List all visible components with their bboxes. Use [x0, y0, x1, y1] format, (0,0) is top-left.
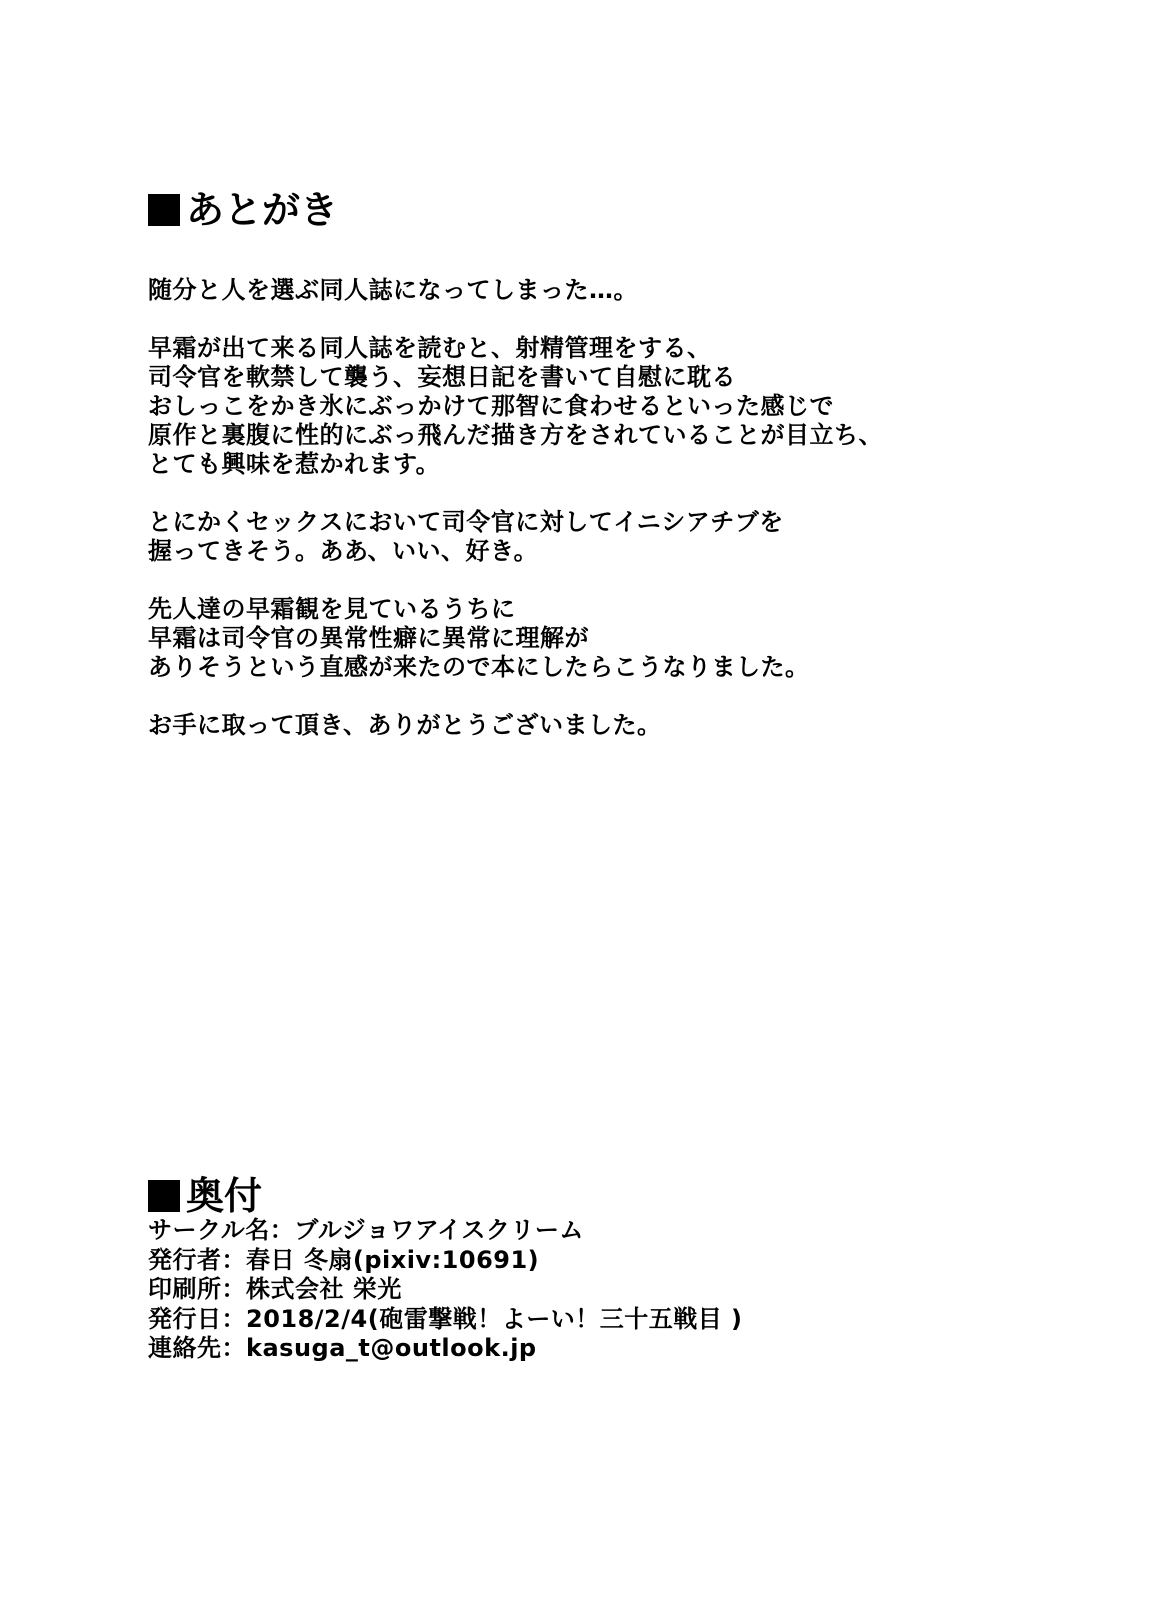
afterword-line: 随分と人を選ぶ同人誌になってしまった…。 — [148, 276, 638, 304]
afterword-line: 早霜は司令官の異常性癖に異常に理解が — [148, 624, 589, 652]
colophon-circle-name: サークル名：ブルジョワアイスクリーム — [148, 1216, 584, 1244]
afterword-paragraph — [148, 711, 1048, 740]
afterword-line: 原作と裏腹に性的にぶっ飛んだ描き方をされていることが目立ち、 — [148, 421, 883, 449]
afterword-line: 握ってきそう。ああ、いい、好き。 — [148, 537, 539, 565]
colophon-heading-text: 奥付 — [186, 1174, 263, 1218]
black-square-icon — [148, 1180, 180, 1212]
afterword-line: 司令官を軟禁して襲う、妄想日記を書いて自慰に耽る — [148, 363, 736, 391]
afterword-line: 早霜が出て来る同人誌を読むと、射精管理をする、 — [148, 334, 712, 362]
afterword-heading-text: あとがき — [186, 188, 339, 232]
colophon-heading — [148, 1172, 262, 1220]
colophon-printer: 印刷所：株式会社 栄光 — [148, 1275, 402, 1303]
black-square-icon — [148, 194, 180, 226]
afterword-heading — [148, 186, 338, 234]
colophon-contact: 連絡先：kasuga_t@outlook.jp — [148, 1334, 537, 1362]
colophon-publisher: 発行者：春日 冬扇(pixiv:10691) — [148, 1245, 540, 1274]
afterword-line: とにかくセックスにおいて司令官に対してイニシアチブを — [148, 508, 784, 536]
afterword-paragraph — [148, 334, 1048, 479]
afterword-line: おしっこをかき氷にぶっかけて那智に食わせるといった感じで — [148, 392, 834, 420]
afterword-line: 先人達の早霜観を見ているうちに — [148, 595, 516, 623]
afterword-paragraph — [148, 595, 1048, 682]
colophon-publish-date: 発行日：2018/2/4(砲雷撃戦！よーい！三十五戦目 ) — [148, 1304, 743, 1333]
afterword-paragraph — [148, 276, 1048, 305]
afterword-paragraph — [148, 508, 1048, 566]
afterword-line: お手に取って頂き、ありがとうございました。 — [148, 711, 662, 739]
afterword-line: とても興味を惹かれます。 — [148, 450, 441, 478]
afterword-body — [148, 276, 1048, 769]
colophon-info — [148, 1216, 1048, 1364]
afterword-line: ありそうという直感が来たので本にしたらこうなりました。 — [148, 653, 810, 681]
